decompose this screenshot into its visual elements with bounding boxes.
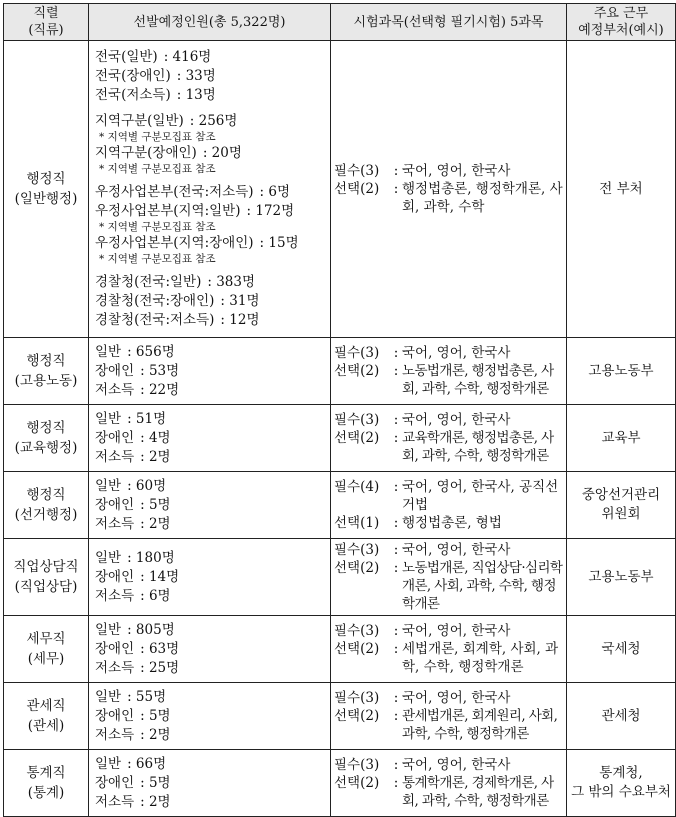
quota-label: 일반 [95, 343, 122, 360]
quota-note: * 지역별 구분모집표 참조 [99, 253, 216, 265]
quota-label: 지역구분(일반) [95, 113, 184, 129]
recruitment-table [3, 3, 676, 817]
quota-line [95, 183, 326, 202]
subjects-cell [331, 41, 567, 338]
quota-cell [89, 472, 331, 539]
subject-list: 관세법개론, 회계원리, 사회, 과학, 수학, 행정학개론 [402, 708, 558, 742]
table-row [4, 338, 676, 405]
quota-value: : 416명 [163, 49, 212, 65]
table-row [4, 616, 676, 683]
department-line: 국세청 [601, 640, 641, 657]
quota-line [95, 549, 326, 568]
elective-subjects [334, 514, 564, 532]
quota-line [95, 448, 326, 467]
quota-label: 장애인 [95, 429, 135, 446]
quota-label: 일반 [95, 621, 122, 638]
job-series-line: (통계) [27, 785, 65, 801]
elective-subjects [334, 180, 564, 216]
quota-value: : 20명 [202, 145, 242, 161]
job-series-line: 행정직 [26, 420, 66, 436]
job-series-line: 직업상담직 [13, 559, 79, 575]
job-series-cell [4, 472, 89, 539]
quota-value: : 2명 [140, 793, 171, 810]
quota-line [95, 234, 326, 253]
header-row [4, 4, 676, 41]
header-quota: 선발예정인원(총 5,322명) [89, 4, 331, 41]
elective-subjects [334, 707, 564, 743]
job-series-line: 행정직 [26, 353, 66, 369]
job-series-line: 세무직 [26, 631, 66, 647]
subjects-cell [331, 472, 567, 539]
job-series-line: 관세직 [26, 698, 66, 714]
department-cell [567, 405, 676, 472]
job-series-cell [4, 616, 89, 683]
job-series-line: (세무) [27, 651, 65, 667]
department-line: 관세청 [601, 707, 641, 724]
subject-type: 필수(3) [334, 345, 380, 361]
subject-list: 통계학개론, 경제학개론, 사회, 과학, 수학, 행정학개론 [402, 775, 554, 809]
quota-label: 일반 [95, 549, 122, 566]
table-row [4, 683, 676, 750]
quota-line [95, 429, 326, 448]
elective-subjects [334, 429, 564, 465]
subject-list: 국어, 영어, 한국사 [402, 412, 511, 428]
quota-label: 일반 [95, 477, 122, 494]
subject-type: 선택(2) [334, 708, 380, 724]
subject-list: 행정법총론, 형법 [402, 515, 502, 531]
subject-type: 필수(3) [334, 542, 380, 558]
header-job-series: 직렬 (직류) [4, 4, 89, 41]
quota-value: : 5명 [140, 496, 171, 513]
quota-value: : 5명 [140, 707, 171, 724]
subject-colon: : [393, 757, 399, 773]
subject-list: 국어, 영어, 한국사 [402, 623, 511, 639]
quota-label: 저소득 [95, 587, 135, 604]
quota-line [95, 112, 326, 131]
department-line: 통계청, [599, 765, 643, 781]
subject-list: 국어, 영어, 한국사 [402, 163, 511, 179]
subject-list: 노동법개론, 행정법총론, 사회, 과학, 수학, 행정학개론 [402, 363, 554, 397]
department-cell [567, 338, 676, 405]
quota-line [95, 273, 326, 292]
quota-value: : 383명 [207, 274, 256, 290]
job-series-cell [4, 539, 89, 616]
quota-cell [89, 539, 331, 616]
quota-value: : 13명 [176, 87, 216, 103]
quota-label: 장애인 [95, 774, 135, 791]
subject-colon: : [393, 560, 399, 576]
quota-label: 우정사업본부(전국:저소득) [95, 184, 254, 200]
subject-list: 행정법총론, 행정학개론, 사회, 과학, 수학 [402, 181, 563, 215]
quota-label: 경찰청(전국:장애인) [95, 293, 215, 309]
subject-type: 선택(2) [334, 430, 380, 446]
subject-type: 선택(2) [334, 363, 380, 379]
quota-label: 전국(장애인) [95, 68, 171, 84]
required-subjects [334, 622, 564, 640]
header-subjects: 시험과목(선택형 필기시험) 5과목 [331, 4, 567, 41]
subject-type: 선택(2) [334, 775, 380, 791]
quota-line [95, 477, 326, 496]
quota-label: 저소득 [95, 381, 135, 398]
quota-value: : 2명 [140, 448, 171, 465]
quota-line [95, 48, 326, 67]
department-line: 교육부 [601, 429, 641, 446]
quota-label: 저소득 [95, 515, 135, 532]
quota-label: 일반 [95, 410, 122, 427]
elective-subjects [334, 559, 564, 613]
job-series-line: (고용노동) [14, 373, 78, 389]
quota-value: : 15명 [259, 235, 299, 251]
subject-colon: : [393, 623, 399, 639]
department-line: 전 부처 [599, 180, 643, 197]
quota-value: : 4명 [140, 429, 171, 446]
subject-colon: : [393, 708, 399, 724]
department-line: 그 밖의 수요부처 [571, 784, 671, 800]
quota-value: : 31명 [220, 293, 260, 309]
subject-list: 세법개론, 회계학, 사회, 과학, 수학, 행정학개론 [402, 641, 559, 675]
subject-type: 필수(3) [334, 623, 380, 639]
subject-type: 필수(3) [334, 163, 380, 179]
subjects-cell [331, 750, 567, 817]
quota-line [95, 67, 326, 86]
quota-line [95, 707, 326, 726]
quota-value: : 55명 [127, 688, 167, 705]
subject-list: 국어, 영어, 한국사, 공직선거법 [402, 479, 559, 513]
department-line: 위원회 [601, 506, 641, 522]
quota-line [95, 410, 326, 429]
subject-type: 필수(3) [334, 757, 380, 773]
subject-colon: : [393, 775, 399, 791]
header-department: 주요 근무 예정부처(예시) [567, 4, 676, 41]
subject-colon: : [393, 163, 399, 179]
job-series-cell [4, 405, 89, 472]
department-cell [567, 616, 676, 683]
job-series-line: (직업상담) [14, 579, 78, 595]
quota-note: * 지역별 구분모집표 참조 [99, 163, 216, 175]
quota-cell [89, 750, 331, 817]
quota-line [95, 292, 326, 311]
subject-type: 선택(2) [334, 181, 380, 197]
elective-subjects [334, 774, 564, 810]
quota-line [95, 793, 326, 812]
table-row [4, 539, 676, 616]
quota-label: 저소득 [95, 726, 135, 743]
subject-type: 선택(2) [334, 641, 380, 657]
department-line: 중앙선거관리 [581, 487, 661, 503]
quota-value: : 33명 [176, 68, 216, 84]
quota-label: 지역구분(장애인) [95, 145, 197, 161]
quota-cell [89, 338, 331, 405]
quota-label: 저소득 [95, 793, 135, 810]
elective-subjects [334, 640, 564, 676]
required-subjects [334, 756, 564, 774]
department-line: 고용노동부 [588, 568, 654, 585]
quota-cell [89, 683, 331, 750]
quota-line [95, 515, 326, 534]
quota-line [95, 755, 326, 774]
subject-list: 국어, 영어, 한국사 [402, 690, 511, 706]
table-row [4, 472, 676, 539]
department-cell [567, 683, 676, 750]
quota-label: 장애인 [95, 362, 135, 379]
subject-colon: : [393, 181, 399, 197]
required-subjects [334, 541, 564, 559]
job-series-line: (교육행정) [14, 440, 78, 456]
quota-label: 경찰청(전국:일반) [95, 274, 202, 290]
subject-colon: : [393, 345, 399, 361]
quota-line [95, 568, 326, 587]
quota-value: : 6명 [259, 184, 291, 200]
quota-value: : 12명 [220, 312, 260, 328]
department-cell [567, 472, 676, 539]
quota-value: : 60명 [127, 477, 167, 494]
quota-value: : 25명 [140, 659, 180, 676]
quota-label: 경찰청(전국:저소득) [95, 312, 215, 328]
spacer [95, 105, 326, 112]
quota-line [95, 311, 326, 330]
quota-cell [89, 405, 331, 472]
table-row [4, 405, 676, 472]
job-series-cell [4, 41, 89, 338]
subject-list: 국어, 영어, 한국사 [402, 542, 511, 558]
subject-colon: : [393, 363, 399, 379]
department-cell [567, 41, 676, 338]
quota-line [95, 688, 326, 707]
spacer [95, 176, 326, 183]
quota-label: 장애인 [95, 496, 135, 513]
quota-line [95, 86, 326, 105]
quota-line [95, 774, 326, 793]
department-cell [567, 539, 676, 616]
quota-label: 장애인 [95, 568, 135, 585]
subject-colon: : [393, 542, 399, 558]
job-series-line: (일반행정) [14, 191, 78, 207]
quota-label: 일반 [95, 755, 122, 772]
subjects-cell [331, 338, 567, 405]
quota-cell [89, 41, 331, 338]
subject-type: 필수(3) [334, 690, 380, 706]
required-subjects [334, 689, 564, 707]
job-series-line: 행정직 [26, 487, 66, 503]
quota-line [95, 343, 326, 362]
subject-type: 필수(3) [334, 412, 380, 428]
subjects-cell [331, 539, 567, 616]
quota-line [95, 362, 326, 381]
quota-line [95, 659, 326, 678]
quota-label: 일반 [95, 688, 122, 705]
quota-line [95, 726, 326, 745]
quota-value: : 805명 [127, 621, 175, 638]
quota-label: 장애인 [95, 640, 135, 657]
quota-note: * 지역별 구분모집표 참조 [99, 131, 216, 143]
quota-line [95, 640, 326, 659]
quota-value: : 180명 [127, 549, 175, 566]
required-subjects [334, 478, 564, 514]
subject-colon: : [393, 641, 399, 657]
quota-line [95, 144, 326, 163]
quota-label: 장애인 [95, 707, 135, 724]
table-row [4, 41, 676, 338]
quota-note: * 지역별 구분모집표 참조 [99, 221, 216, 233]
quota-value: : 51명 [127, 410, 167, 427]
quota-value: : 172명 [246, 203, 295, 219]
quota-value: : 53명 [140, 362, 180, 379]
required-subjects [334, 344, 564, 362]
job-series-cell [4, 683, 89, 750]
quota-value: : 2명 [140, 515, 171, 532]
quota-value: : 14명 [140, 568, 180, 585]
subject-type: 선택(1) [334, 515, 380, 531]
job-series-line: 통계직 [26, 765, 66, 781]
subjects-cell [331, 405, 567, 472]
quota-line [95, 381, 326, 400]
quota-label: 저소득 [95, 448, 135, 465]
department-cell [567, 750, 676, 817]
quota-value: : 6명 [140, 587, 171, 604]
subject-type: 선택(2) [334, 560, 380, 576]
subject-list: 교육학개론, 행정법총론, 사회, 과학, 수학, 행정학개론 [402, 430, 554, 464]
subjects-cell [331, 616, 567, 683]
subject-list: 국어, 영어, 한국사 [402, 757, 511, 773]
department-line: 고용노동부 [588, 362, 654, 379]
quota-label: 우정사업본부(지역:장애인) [95, 235, 254, 251]
quota-value: : 22명 [140, 381, 180, 398]
subject-colon: : [393, 515, 399, 531]
quota-label: 전국(일반) [95, 49, 158, 65]
quota-line [95, 496, 326, 515]
job-series-line: 행정직 [26, 171, 66, 187]
subjects-cell [331, 683, 567, 750]
elective-subjects [334, 362, 564, 398]
required-subjects [334, 411, 564, 429]
quota-value: : 66명 [127, 755, 167, 772]
job-series-cell [4, 338, 89, 405]
quota-label: 전국(저소득) [95, 87, 171, 103]
quota-cell [89, 616, 331, 683]
job-series-line: (관세) [27, 718, 65, 734]
subject-type: 필수(4) [334, 479, 380, 495]
job-series-line: (선거행정) [14, 507, 78, 523]
subject-colon: : [393, 412, 399, 428]
subject-colon: : [393, 430, 399, 446]
quota-value: : 63명 [140, 640, 180, 657]
subject-list: 국어, 영어, 한국사 [402, 345, 511, 361]
table-body [4, 41, 676, 817]
subject-list: 노동법개론, 직업상담·심리학개론, 사회, 과학, 수학, 행정학개론 [402, 560, 563, 612]
quota-label: 우정사업본부(지역:일반) [95, 203, 241, 219]
quota-line [95, 202, 326, 221]
quota-value: : 2명 [140, 726, 171, 743]
subject-colon: : [393, 690, 399, 706]
quota-line [95, 587, 326, 606]
quota-value: : 656명 [127, 343, 175, 360]
quota-value: : 5명 [140, 774, 171, 791]
spacer [95, 266, 326, 273]
table-row [4, 750, 676, 817]
quota-line [95, 621, 326, 640]
quota-label: 저소득 [95, 659, 135, 676]
quota-value: : 256명 [189, 113, 238, 129]
job-series-cell [4, 750, 89, 817]
required-subjects [334, 162, 564, 180]
subject-colon: : [393, 479, 399, 495]
